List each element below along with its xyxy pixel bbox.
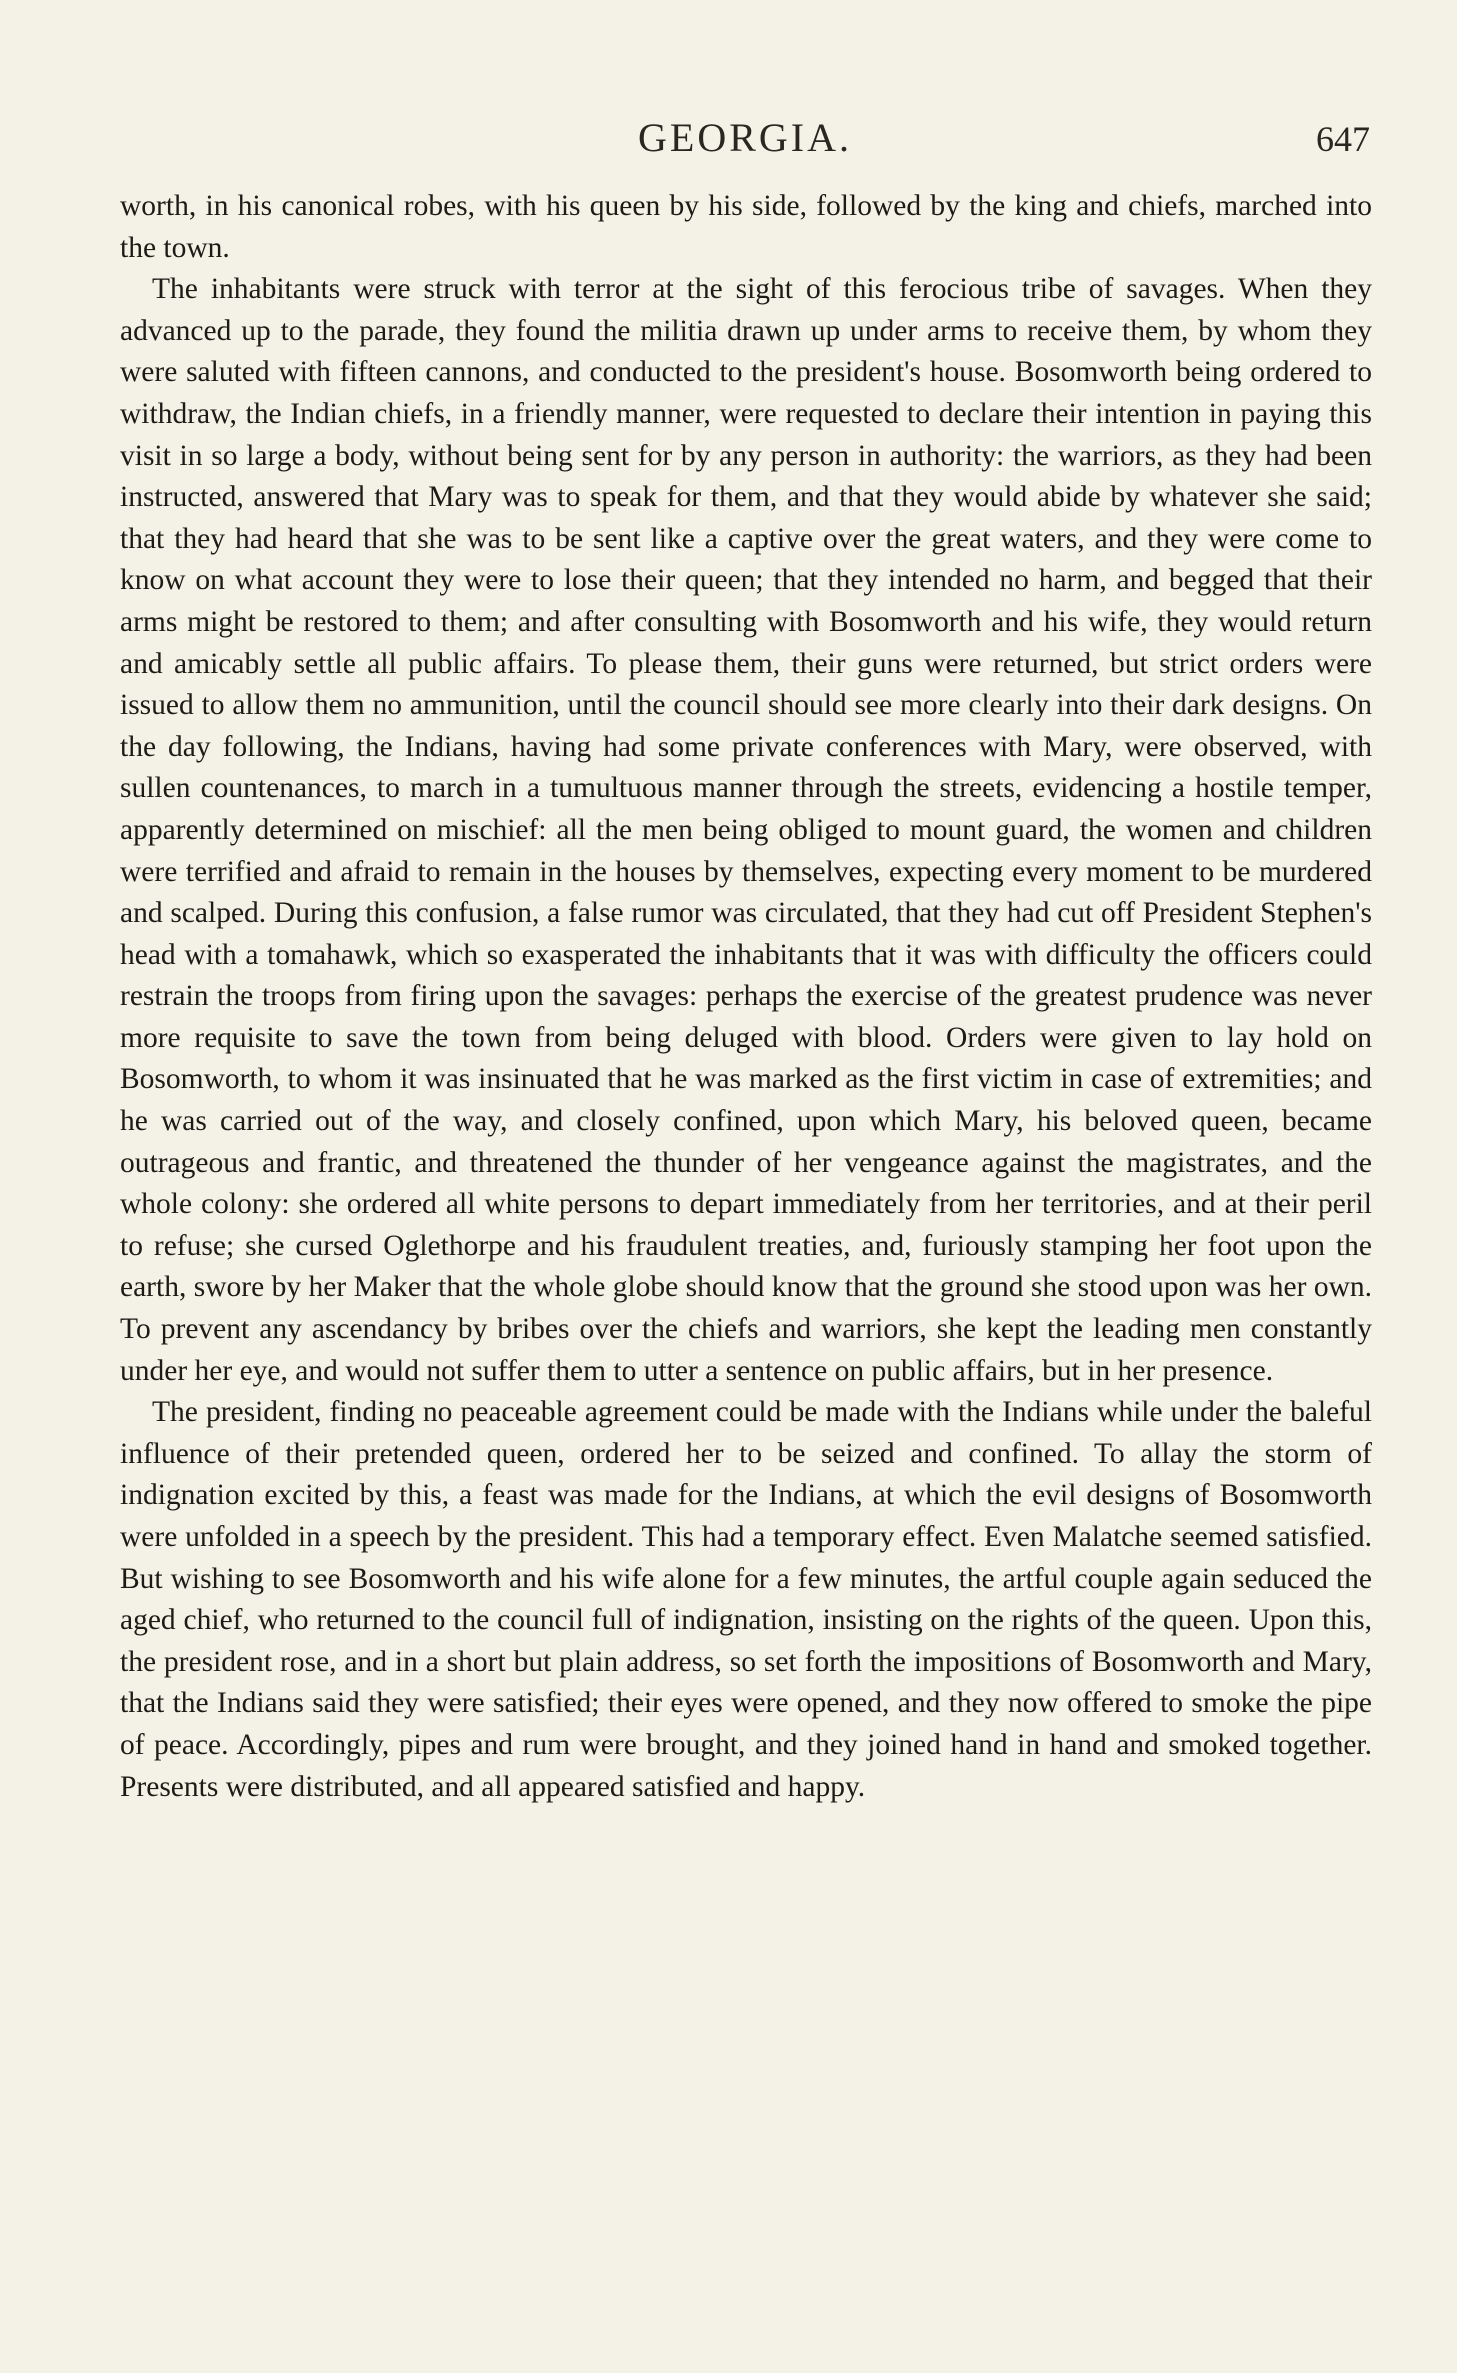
body-text	[120, 186, 1372, 1808]
paragraph-inhabitants: The inhabitants were struck with terror at the sight of this ferocious tribe of savages. When they advanced up to the parade, they found the militia drawn up under arms to receive them, by whom they were saluted with fifteen cannons, and conducted to the president's house. Bosomworth being ordered to withdraw, the Indian chiefs, in a friendly manner, were requested to declare their intention in paying this visit in so large a body, without being sent for by any person in authority: the warriors, as they had been instructed, answered that Mary was to speak for them, and that they would abide by whatever she said; that they had heard that she was to be sent like a captive over the great waters, and they were come to know on what account they were to lose their queen; that they intended no harm, and begged that their arms might be restored to them; and after consulting with Bosomworth and his wife, they would return and amicably settle all public affairs. To please them, their guns were returned, but strict orders were issued to allow them no ammunition, until the council should see more clearly into their dark designs. On the day following, the Indians, having had some private conferences with Mary, were observed, with sullen countenances, to march in a tumultuous manner through the streets, evidencing a hostile temper, apparently determined on mischief: all the men being obliged to mount guard, the women and children were terrified and afraid to remain in the houses by themselves, expecting every moment to be murdered and scalped. During this confusion, a false rumor was circulated, that they had cut off President Stephen's head with a tomahawk, which so exasperated the inhabitants that it was with difficulty the officers could restrain the troops from firing upon the savages: perhaps the exercise of the greatest prudence was never more requisite to save the town from being deluged with blood. Orders were given to lay hold on Bosomworth, to whom it was insinuated that he was marked as the first victim in case of extremities; and he was carried out of the way, and closely confined, upon which Mary, his beloved queen, became outrageous and frantic, and threatened the thunder of her vengeance against the magistrates, and the whole colony: she ordered all white persons to depart immediately from her territories, and at their peril to refuse; she cursed Oglethorpe and his fraudulent treaties, and, furiously stamping her foot upon the earth, swore by her Maker that the whole globe should know that the ground she stood upon was her own. To prevent any ascendancy by bribes over the chiefs and warriors, she kept the leading men constantly under her eye, and would not suffer them to utter a sentence on public affairs, but in her presence.	[120, 273, 1372, 1387]
running-head	[120, 114, 1370, 164]
paragraph-continuation: worth, in his canonical robes, with his queen by his side, followed by the king and chiefs, marched into the town.	[120, 190, 1372, 264]
paragraph-president: The president, finding no peaceable agreement could be made with the Indians while under the baleful influence of their pretended queen, ordered her to be seized and confined. To allay the storm of indignation excited by this, a feast was made for the Indians, at which the evil designs of Bosomworth were unfolded in a speech by the president. This had a temporary effect. Even Malatche seemed satisfied. But wishing to see Bosomworth and his wife alone for a few minutes, the artful couple again seduced the aged chief, who returned to the council full of indignation, insisting on the rights of the queen. Upon this, the president rose, and in a short but plain address, so set forth the impositions of Bosomworth and Mary, that the Indians said they were satisfied; their eyes were opened, and they now offered to smoke the pipe of peace. Accordingly, pipes and rum were brought, and they joined hand in hand and smoked together. Presents were distributed, and all appeared satisfied and happy.	[120, 1396, 1372, 1803]
running-title: GEORGIA.	[638, 115, 852, 160]
page-number: 647	[1316, 119, 1370, 159]
